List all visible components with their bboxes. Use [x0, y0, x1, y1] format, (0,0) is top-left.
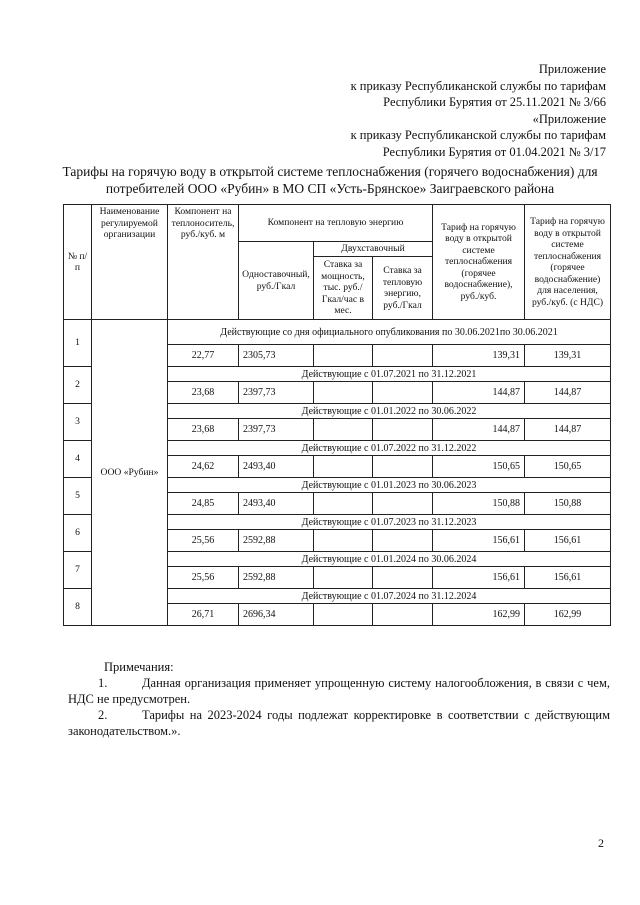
- row-single: 2592,88: [239, 567, 314, 589]
- row-num: 7: [64, 552, 92, 589]
- row-period: Действующие с 01.07.2024 по 31.12.2024: [168, 589, 611, 604]
- row-carrier: 26,71: [168, 604, 239, 626]
- row-num: 2: [64, 367, 92, 404]
- row-num: 3: [64, 404, 92, 441]
- header-line: к приказу Республиканской службы по тарифам: [350, 128, 606, 142]
- row-tariff-pop: 144,87: [525, 419, 611, 441]
- row-single: 2696,34: [239, 604, 314, 626]
- row-energy-rate: [373, 530, 433, 552]
- row-power: [314, 567, 373, 589]
- header-energy-rate: Ставка за тепловую энергию, руб./Гкал: [373, 257, 433, 320]
- row-energy-rate: [373, 567, 433, 589]
- row-power: [314, 345, 373, 367]
- row-single: 2397,73: [239, 419, 314, 441]
- row-tariff: 156,61: [433, 567, 525, 589]
- header-two-rate: Двухставочный: [314, 242, 433, 257]
- row-carrier: 24,62: [168, 456, 239, 478]
- row-single: 2305,73: [239, 345, 314, 367]
- tariff-table: [63, 204, 611, 626]
- row-num: 1: [64, 320, 92, 367]
- notes-section: [68, 659, 610, 739]
- row-tariff: 162,99: [433, 604, 525, 626]
- row-power: [314, 493, 373, 515]
- document-header: [306, 61, 606, 160]
- row-period: Действующие с 01.07.2023 по 31.12.2023: [168, 515, 611, 530]
- page-number: 2: [598, 836, 604, 850]
- row-tariff-pop: 144,87: [525, 382, 611, 404]
- row-power: [314, 456, 373, 478]
- row-carrier: 23,68: [168, 382, 239, 404]
- header-carrier: Компонент на теплоноситель, руб./куб. м: [168, 205, 239, 320]
- row-power: [314, 530, 373, 552]
- row-tariff: 139,31: [433, 345, 525, 367]
- note-item: [68, 675, 610, 707]
- row-energy-rate: [373, 604, 433, 626]
- row-single: 2397,73: [239, 382, 314, 404]
- row-tariff: 144,87: [433, 382, 525, 404]
- row-single: 2493,40: [239, 493, 314, 515]
- header-energy: Компонент на тепловую энергию: [239, 205, 433, 242]
- header-single: Одноставочный, руб./Гкал: [239, 242, 314, 320]
- row-power: [314, 419, 373, 441]
- row-power: [314, 382, 373, 404]
- row-energy-rate: [373, 419, 433, 441]
- row-tariff-pop: 156,61: [525, 567, 611, 589]
- row-period: Действующие с 01.01.2023 по 30.06.2023: [168, 478, 611, 493]
- header-org: Наименование регулируемой организации: [92, 205, 168, 320]
- row-tariff: 144,87: [433, 419, 525, 441]
- row-num: 6: [64, 515, 92, 552]
- row-carrier: 25,56: [168, 530, 239, 552]
- header-line: Республики Бурятия от 25.11.2021 № 3/66: [383, 95, 606, 109]
- row-tariff: 156,61: [433, 530, 525, 552]
- row-num: 4: [64, 441, 92, 478]
- row-period: Действующие со дня официального опубликования по 30.06.2021по 30.06.2021: [168, 320, 611, 345]
- row-tariff-pop: 139,31: [525, 345, 611, 367]
- note-text: Тарифы на 2023-2024 годы подлежат корректировке в соответствии с действующим законодательством.».: [68, 708, 610, 738]
- header-line: Республики Бурятия от 01.04.2021 № 3/17: [382, 144, 606, 159]
- header-tariff-pop: Тариф на горячую воду в открытой системе теплоснабжения (горячее водоснабжение) для населения, руб./куб. (с НДС): [525, 205, 611, 320]
- header-line: «Приложение: [532, 111, 606, 126]
- row-tariff-pop: 150,88: [525, 493, 611, 515]
- row-tariff: 150,88: [433, 493, 525, 515]
- row-num: 8: [64, 589, 92, 626]
- row-carrier: 24,85: [168, 493, 239, 515]
- note-number: 2.: [98, 708, 108, 722]
- header-power: Ставка за мощность, тыс. руб./Гкал/час в мес.: [314, 257, 373, 320]
- header-num: № п/п: [64, 205, 92, 320]
- row-energy-rate: [373, 382, 433, 404]
- row-tariff-pop: 162,99: [525, 604, 611, 626]
- row-num: 5: [64, 478, 92, 515]
- row-single: 2592,88: [239, 530, 314, 552]
- title-line-1: Тарифы на горячую воду в открытой системе теплоснабжения (горячего водоснабжения) для: [62, 164, 598, 179]
- row-energy-rate: [373, 493, 433, 515]
- row-carrier: 22,77: [168, 345, 239, 367]
- row-energy-rate: [373, 345, 433, 367]
- header-line: Приложение: [538, 62, 606, 76]
- note-text: Данная организация применяет упрощенную систему налогообложения, в связи с чем, НДС не предусмотрен.: [68, 676, 610, 706]
- table-row: [64, 320, 611, 345]
- row-single: 2493,40: [239, 456, 314, 478]
- row-energy-rate: [373, 456, 433, 478]
- header-tariff: Тариф на горячую воду в открытой системе теплоснабжения (горячее водоснабжение), руб./куб.: [433, 205, 525, 320]
- notes-heading: Примечания:: [104, 660, 174, 674]
- row-carrier: 23,68: [168, 419, 239, 441]
- note-item: [68, 707, 610, 739]
- row-tariff-pop: 150,65: [525, 456, 611, 478]
- row-power: [314, 604, 373, 626]
- table-header-row: [64, 205, 611, 242]
- note-number: 1.: [98, 676, 108, 690]
- org-name: ООО «Рубин»: [92, 320, 168, 626]
- document-title: [60, 163, 600, 197]
- row-period: Действующие с 01.01.2022 по 30.06.2022: [168, 404, 611, 419]
- row-tariff: 150,65: [433, 456, 525, 478]
- row-period: Действующие с 01.01.2024 по 30.06.2024: [168, 552, 611, 567]
- row-period: Действующие с 01.07.2021 по 31.12.2021: [168, 367, 611, 382]
- row-tariff-pop: 156,61: [525, 530, 611, 552]
- title-line-2: потребителей ООО «Рубин» в МО СП «Усть-Брянское» Заиграевского района: [105, 181, 555, 196]
- header-line: к приказу Республиканской службы по тарифам: [350, 78, 606, 93]
- row-period: Действующие с 01.07.2022 по 31.12.2022: [168, 441, 611, 456]
- row-carrier: 25,56: [168, 567, 239, 589]
